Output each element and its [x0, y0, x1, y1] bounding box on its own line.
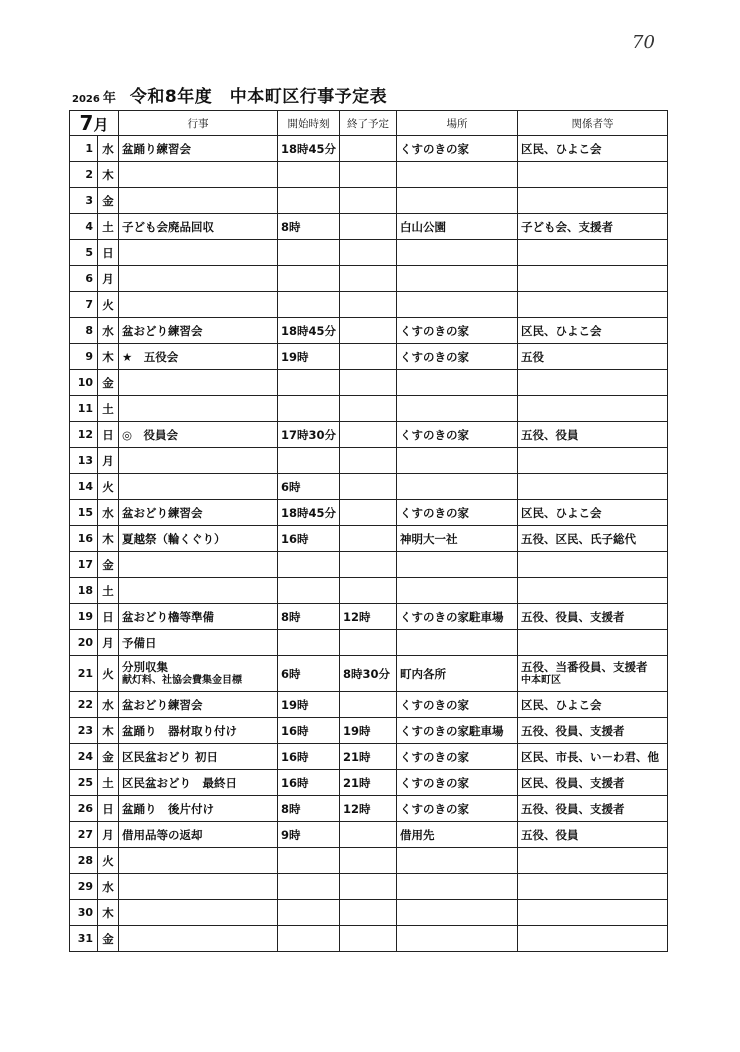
people-cell: 五役 [518, 344, 668, 370]
event-cell: 借用品等の返却 [119, 822, 278, 848]
weekday-cell: 金 [98, 926, 119, 952]
end-time-cell [340, 344, 397, 370]
people-cell [518, 266, 668, 292]
place-cell: くすのきの家 [397, 136, 518, 162]
people-cell: 五役、役員、支援者 [518, 796, 668, 822]
people-cell: 区民、ひよこ会 [518, 692, 668, 718]
event-cell [119, 396, 278, 422]
event-cell: 盆踊り 器材取り付け [119, 718, 278, 744]
table-row [70, 926, 668, 952]
year-number: 2026 [72, 94, 100, 105]
end-time-cell: 12時 [340, 604, 397, 630]
column-header-event: 行事 [119, 111, 278, 136]
place-cell [397, 926, 518, 952]
weekday-cell: 金 [98, 552, 119, 578]
day-number-cell: 16 [70, 526, 98, 552]
table-row [70, 240, 668, 266]
start-time-cell [278, 370, 340, 396]
event-cell [119, 656, 278, 692]
table-row [70, 718, 668, 744]
day-number-cell: 19 [70, 604, 98, 630]
weekday-cell: 水 [98, 318, 119, 344]
start-time-cell [278, 240, 340, 266]
start-time-cell: 16時 [278, 526, 340, 552]
event-cell: 夏越祭（輪くぐり） [119, 526, 278, 552]
day-number-cell: 26 [70, 796, 98, 822]
event-cell: 盆おどり練習会 [119, 692, 278, 718]
end-time-cell [340, 552, 397, 578]
place-cell [397, 292, 518, 318]
place-cell: 神明大一社 [397, 526, 518, 552]
handwritten-page-number: 70 [632, 32, 655, 53]
table-row [70, 344, 668, 370]
event-cell: 盆おどり練習会 [119, 318, 278, 344]
event-cell [119, 848, 278, 874]
table-row [70, 770, 668, 796]
place-cell [397, 552, 518, 578]
start-time-cell: 16時 [278, 770, 340, 796]
event-cell [119, 578, 278, 604]
weekday-cell: 日 [98, 422, 119, 448]
schedule-body [70, 136, 668, 952]
table-row [70, 266, 668, 292]
table-row [70, 214, 668, 240]
event-cell [119, 448, 278, 474]
start-time-cell: 8時 [278, 796, 340, 822]
end-time-cell [340, 822, 397, 848]
weekday-cell: 土 [98, 578, 119, 604]
weekday-cell: 火 [98, 474, 119, 500]
table-row [70, 900, 668, 926]
start-time-cell: 8時 [278, 604, 340, 630]
place-cell [397, 630, 518, 656]
start-time-cell: 17時30分 [278, 422, 340, 448]
start-time-cell [278, 874, 340, 900]
start-time-cell [278, 578, 340, 604]
event-cell-line-2: 献灯料、社協会費集金目標 [122, 674, 242, 686]
document-title [72, 82, 387, 107]
start-time-cell [278, 848, 340, 874]
start-time-cell: 6時 [278, 474, 340, 500]
day-number-cell: 24 [70, 744, 98, 770]
start-time-cell: 18時45分 [278, 318, 340, 344]
people-cell: 五役、役員 [518, 822, 668, 848]
start-time-cell [278, 926, 340, 952]
day-number-cell: 3 [70, 188, 98, 214]
people-cell-line-1: 五役、当番役員、支援者 [521, 659, 648, 674]
weekday-cell: 日 [98, 240, 119, 266]
day-number-cell: 1 [70, 136, 98, 162]
place-cell [397, 874, 518, 900]
day-number-cell: 23 [70, 718, 98, 744]
end-time-cell [340, 370, 397, 396]
weekday-cell: 木 [98, 344, 119, 370]
end-time-cell [340, 266, 397, 292]
weekday-cell: 月 [98, 822, 119, 848]
start-time-cell [278, 396, 340, 422]
table-row [70, 136, 668, 162]
day-number-cell: 2 [70, 162, 98, 188]
place-cell: くすのきの家駐車場 [397, 604, 518, 630]
table-row [70, 370, 668, 396]
place-cell: くすのきの家 [397, 692, 518, 718]
people-cell [518, 630, 668, 656]
day-number-cell: 31 [70, 926, 98, 952]
end-time-cell [340, 474, 397, 500]
day-number-cell: 9 [70, 344, 98, 370]
people-cell [518, 188, 668, 214]
end-time-cell [340, 578, 397, 604]
people-cell [518, 396, 668, 422]
event-cell: ★ 五役会 [119, 344, 278, 370]
column-header-place: 場所 [397, 111, 518, 136]
start-time-cell [278, 266, 340, 292]
day-number-cell: 13 [70, 448, 98, 474]
event-cell [119, 900, 278, 926]
table-row [70, 848, 668, 874]
weekday-cell: 土 [98, 396, 119, 422]
weekday-cell: 火 [98, 292, 119, 318]
weekday-cell: 月 [98, 448, 119, 474]
end-time-cell: 8時30分 [340, 656, 397, 692]
place-cell: くすのきの家 [397, 770, 518, 796]
place-cell [397, 370, 518, 396]
event-cell: 盆おどり練習会 [119, 500, 278, 526]
day-number-cell: 4 [70, 214, 98, 240]
people-cell [518, 162, 668, 188]
end-time-cell [340, 318, 397, 344]
table-row [70, 578, 668, 604]
end-time-cell [340, 188, 397, 214]
end-time-cell [340, 630, 397, 656]
people-cell: 五役、役員 [518, 422, 668, 448]
end-time-cell [340, 448, 397, 474]
weekday-cell: 火 [98, 656, 119, 692]
weekday-cell: 月 [98, 266, 119, 292]
day-number-cell: 11 [70, 396, 98, 422]
end-time-cell [340, 136, 397, 162]
people-cell: 区民、市長、い－わ君、他 [518, 744, 668, 770]
day-number-cell: 12 [70, 422, 98, 448]
end-time-cell [340, 240, 397, 266]
people-cell: 五役、役員、支援者 [518, 604, 668, 630]
place-cell [397, 396, 518, 422]
month-header: 7月 [70, 111, 119, 136]
place-cell [397, 188, 518, 214]
schedule-table [69, 110, 668, 952]
event-cell: 区民盆おどり 最終日 [119, 770, 278, 796]
weekday-cell: 水 [98, 136, 119, 162]
place-cell: くすのきの家駐車場 [397, 718, 518, 744]
start-time-cell: 16時 [278, 718, 340, 744]
end-time-cell [340, 292, 397, 318]
start-time-cell [278, 162, 340, 188]
weekday-cell: 日 [98, 796, 119, 822]
year-suffix: 年 [102, 91, 116, 106]
day-number-cell: 10 [70, 370, 98, 396]
event-cell: 盆おどり櫓等準備 [119, 604, 278, 630]
event-cell [119, 552, 278, 578]
table-header-row [70, 111, 668, 136]
people-cell: 区民、ひよこ会 [518, 136, 668, 162]
place-cell: くすのきの家 [397, 500, 518, 526]
end-time-cell [340, 848, 397, 874]
weekday-cell: 木 [98, 718, 119, 744]
people-cell: 五役、役員、支援者 [518, 718, 668, 744]
place-cell: 借用先 [397, 822, 518, 848]
people-cell [518, 474, 668, 500]
place-cell: くすのきの家 [397, 318, 518, 344]
table-row [70, 692, 668, 718]
table-row [70, 396, 668, 422]
place-cell [397, 900, 518, 926]
start-time-cell [278, 188, 340, 214]
event-cell [119, 370, 278, 396]
day-number-cell: 18 [70, 578, 98, 604]
column-header-people: 関係者等 [518, 111, 668, 136]
table-row [70, 526, 668, 552]
day-number-cell: 25 [70, 770, 98, 796]
weekday-cell: 水 [98, 692, 119, 718]
end-time-cell [340, 396, 397, 422]
people-cell [518, 874, 668, 900]
day-number-cell: 22 [70, 692, 98, 718]
start-time-cell [278, 552, 340, 578]
start-time-cell: 18時45分 [278, 500, 340, 526]
table-row [70, 822, 668, 848]
start-time-cell [278, 448, 340, 474]
table-row [70, 500, 668, 526]
place-cell [397, 848, 518, 874]
end-time-cell [340, 162, 397, 188]
people-cell [518, 900, 668, 926]
end-time-cell [340, 692, 397, 718]
weekday-cell: 金 [98, 744, 119, 770]
event-cell [119, 266, 278, 292]
start-time-cell [278, 900, 340, 926]
start-time-cell: 19時 [278, 344, 340, 370]
event-cell: 予備日 [119, 630, 278, 656]
place-cell: くすのきの家 [397, 422, 518, 448]
weekday-cell: 火 [98, 848, 119, 874]
weekday-cell: 金 [98, 188, 119, 214]
event-cell [119, 292, 278, 318]
weekday-cell: 水 [98, 500, 119, 526]
start-time-cell: 18時45分 [278, 136, 340, 162]
end-time-cell [340, 874, 397, 900]
event-cell [119, 162, 278, 188]
weekday-cell: 金 [98, 370, 119, 396]
weekday-cell: 土 [98, 214, 119, 240]
table-row [70, 796, 668, 822]
weekday-cell: 木 [98, 162, 119, 188]
table-row [70, 318, 668, 344]
start-time-cell: 8時 [278, 214, 340, 240]
place-cell: 白山公園 [397, 214, 518, 240]
start-time-cell: 6時 [278, 656, 340, 692]
start-time-cell: 16時 [278, 744, 340, 770]
event-cell [119, 474, 278, 500]
end-time-cell: 19時 [340, 718, 397, 744]
table-row [70, 422, 668, 448]
day-number-cell: 29 [70, 874, 98, 900]
people-cell [518, 292, 668, 318]
end-time-cell [340, 422, 397, 448]
start-time-cell [278, 630, 340, 656]
day-number-cell: 14 [70, 474, 98, 500]
table-row [70, 604, 668, 630]
end-time-cell: 21時 [340, 744, 397, 770]
place-cell [397, 240, 518, 266]
people-cell [518, 848, 668, 874]
people-cell [518, 240, 668, 266]
day-number-cell: 15 [70, 500, 98, 526]
weekday-cell: 木 [98, 526, 119, 552]
end-time-cell [340, 500, 397, 526]
event-cell: 区民盆おどり 初日 [119, 744, 278, 770]
column-header-start: 開始時刻 [278, 111, 340, 136]
weekday-cell: 土 [98, 770, 119, 796]
event-cell [119, 926, 278, 952]
day-number-cell: 30 [70, 900, 98, 926]
table-row [70, 188, 668, 214]
event-cell [119, 188, 278, 214]
event-cell: 盆踊り練習会 [119, 136, 278, 162]
people-cell [518, 578, 668, 604]
people-cell [518, 370, 668, 396]
page-title: 令和8年度 中本町区行事予定表 [129, 87, 388, 107]
end-time-cell: 21時 [340, 770, 397, 796]
table-row [70, 448, 668, 474]
day-number-cell: 20 [70, 630, 98, 656]
start-time-cell: 19時 [278, 692, 340, 718]
table-row [70, 552, 668, 578]
event-cell: 盆踊り 後片付け [119, 796, 278, 822]
people-cell [518, 926, 668, 952]
people-cell: 区民、ひよこ会 [518, 500, 668, 526]
day-number-cell: 21 [70, 656, 98, 692]
day-number-cell: 6 [70, 266, 98, 292]
event-cell-line-1: 分別収集 [122, 659, 168, 674]
end-time-cell [340, 526, 397, 552]
place-cell [397, 266, 518, 292]
place-cell: 町内各所 [397, 656, 518, 692]
people-cell: 五役、区民、氏子総代 [518, 526, 668, 552]
weekday-cell: 月 [98, 630, 119, 656]
people-cell: 区民、役員、支援者 [518, 770, 668, 796]
weekday-cell: 日 [98, 604, 119, 630]
table-row [70, 162, 668, 188]
weekday-cell: 木 [98, 900, 119, 926]
people-cell: 区民、ひよこ会 [518, 318, 668, 344]
people-cell-line-2: 中本町区 [521, 674, 562, 686]
table-row [70, 292, 668, 318]
end-time-cell [340, 926, 397, 952]
end-time-cell: 12時 [340, 796, 397, 822]
people-cell [518, 656, 668, 692]
event-cell: ◎ 役員会 [119, 422, 278, 448]
place-cell [397, 474, 518, 500]
column-header-end: 終了予定 [340, 111, 397, 136]
place-cell: くすのきの家 [397, 344, 518, 370]
event-cell: 子ども会廃品回収 [119, 214, 278, 240]
weekday-cell: 水 [98, 874, 119, 900]
day-number-cell: 8 [70, 318, 98, 344]
day-number-cell: 17 [70, 552, 98, 578]
day-number-cell: 5 [70, 240, 98, 266]
place-cell: くすのきの家 [397, 796, 518, 822]
table-row [70, 656, 668, 692]
event-cell [119, 874, 278, 900]
event-cell [119, 240, 278, 266]
people-cell [518, 448, 668, 474]
people-cell: 子ども会、支援者 [518, 214, 668, 240]
place-cell [397, 578, 518, 604]
place-cell: くすのきの家 [397, 744, 518, 770]
table-row [70, 874, 668, 900]
table-row [70, 744, 668, 770]
table-row [70, 630, 668, 656]
place-cell [397, 448, 518, 474]
day-number-cell: 27 [70, 822, 98, 848]
day-number-cell: 7 [70, 292, 98, 318]
end-time-cell [340, 900, 397, 926]
people-cell [518, 552, 668, 578]
place-cell [397, 162, 518, 188]
start-time-cell [278, 292, 340, 318]
table-row [70, 474, 668, 500]
start-time-cell: 9時 [278, 822, 340, 848]
end-time-cell [340, 214, 397, 240]
day-number-cell: 28 [70, 848, 98, 874]
